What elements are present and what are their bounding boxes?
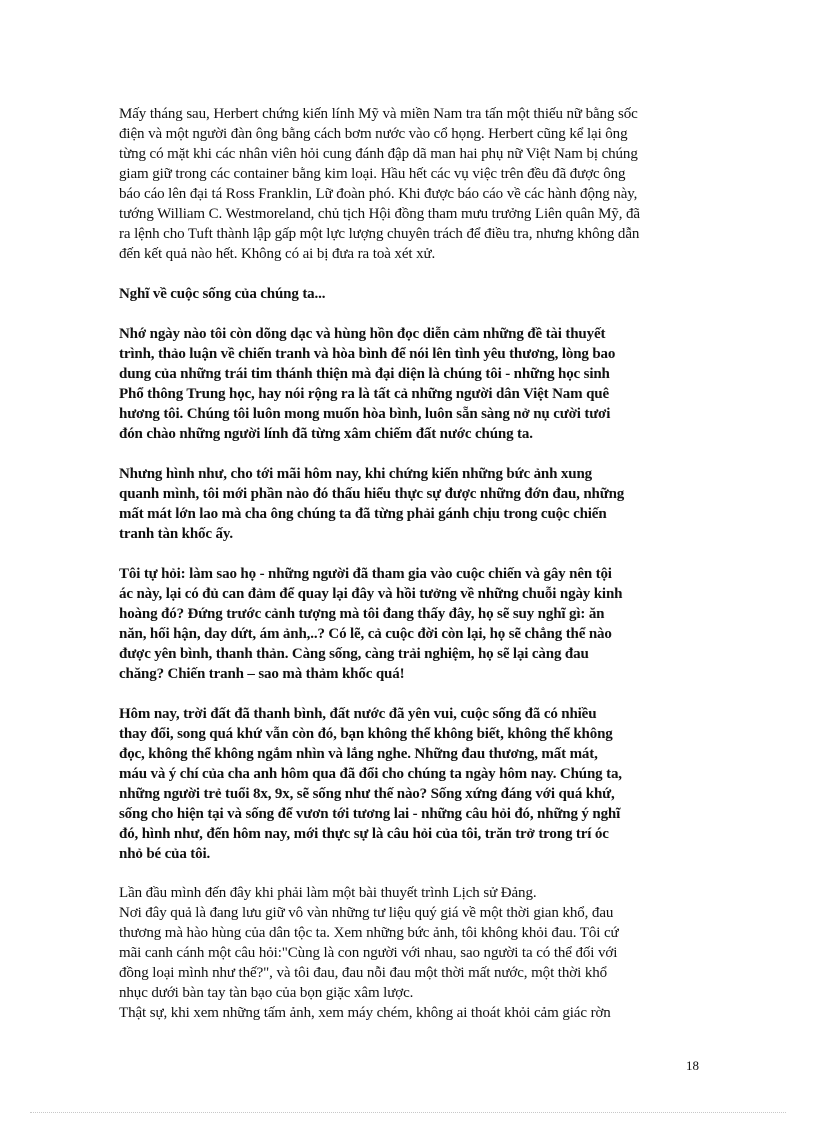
paragraph-torture-report: Mấy tháng sau, Herbert chứng kiến lính Mỹ và miền Nam tra tấn một thiếu nữ bằng sốc điện và một người đàn ông bằng cách bơm nước vào cổ họng. Herbert cũng kể lại ông từng có mặt khi các nhân viên hỏi cung đánh đập dã man hai phụ nữ Việt Nam bị chúng giam giữ trong các container bằng kim loại. Hầu hết các vụ việc trên đều đã được ông báo cáo lên đại tá Ross Franklin, Lữ đoàn phó. Khi được báo cáo về các hành động này, tướng William C. Westmoreland, chủ tịch Hội đồng tham mưu trưởng Liên quân Mỹ, đã ra lệnh cho Tuft thành lập gấp một lực lượng chuyên trách để điều tra, nhưng không dẫn đến kết quả nào hết. Không có ai bị đưa ra toà xét xử. (119, 106, 640, 262)
paragraph-spacer (119, 264, 699, 284)
paragraph-self-question: Tôi tự hỏi: làm sao họ - những người đã tham gia vào cuộc chiến và gây nên tội ác này, lại có đủ can đảm để quay lại đây và hồi tưởng về những chuỗi ngày kinh hoàng đó? Đứng trước cảnh tượng mà tôi đang thấy đây, họ sẽ suy nghĩ gì: ăn năn, hối hận, day dứt, ám ảnh,..? Có lẽ, cả cuộc đời còn lại, họ sẽ chẳng thể nào được yên bình, thanh thản. Càng sống, càng trải nghiệm, họ sẽ lại càng đau chăng? Chiến tranh – sao mà thảm khốc quá! (119, 566, 623, 682)
paragraph-spacer (119, 304, 699, 324)
page-number: 18 (686, 1058, 699, 1073)
paragraph-memories: Nhớ ngày nào tôi còn dõng dạc và hùng hồn đọc diễn cảm những đề tài thuyết trình, thảo luận về chiến tranh và hòa bình để nói lên tình yêu thương, lòng bao dung của những trái tim thánh thiện mà đại diện là chúng tôi - những học sinh Phổ thông Trung học, hay nói rộng ra là tất cả những người dân Việt Nam quê hương tôi. Chúng tôi luôn mong muốn hòa bình, luôn sẵn sàng nở nụ cười tươi đón chào những người lính đã từng xâm chiếm đất nước chúng ta. (119, 326, 616, 442)
paragraph-today: Hôm nay, trời đất đã thanh bình, đất nước đã yên vui, cuộc sống đã có nhiều thay đổi, song quá khứ vẫn còn đó, bạn không thể không biết, không thể không đọc, không thể không ngắm nhìn và lắng nghe. Những đau thương, mất mát, máu và ý chí của cha anh hôm qua đã đổi cho chúng ta ngày hôm nay. Chúng ta, những người trẻ tuổi 8x, 9x, sẽ sống như thế nào? Sống xứng đáng với quá khứ, sống cho hiện tại và sống để vươn tới tương lai - những câu hỏi đó, những ý nghĩ đó, hình như, đến hôm nay, mới thực sự là câu hỏi của tôi, trăn trở trong trí óc nhỏ bé của tôi. (119, 706, 622, 862)
page-bottom-divider (30, 1112, 786, 1113)
page-body (119, 104, 699, 1023)
paragraph-spacer (119, 864, 699, 883)
paragraph-first-visit: Lần đầu mình đến đây khi phải làm một bài thuyết trình Lịch sử Đảng. Nơi đây quả là đang lưu giữ vô vàn những tư liệu quý giá về một thời gian khổ, đau thương mà hào hùng của dân tộc ta. Xem những bức ảnh, tôi không khỏi đau. Tôi cứ mãi canh cánh một câu hỏi:"Cùng là con người với nhau, sao người ta có thể đối với đồng loại mình như thế?", và tôi đau, đau nỗi đau một thời mất nước, một thời khổ nhục dưới bàn tay tàn bạo của bọn giặc xâm lược. Thật sự, khi xem những tấm ảnh, xem máy chém, không ai thoát khỏi cảm giác rờn (119, 885, 619, 1021)
paragraph-spacer (119, 444, 699, 464)
paragraph-spacer (119, 544, 699, 564)
section-heading: Nghĩ về cuộc sống của chúng ta... (119, 286, 326, 302)
paragraph-spacer (119, 684, 699, 704)
paragraph-understanding: Nhưng hình như, cho tới mãi hôm nay, khi chứng kiến những bức ảnh xung quanh mình, tôi mới phần nào đó thấu hiểu thực sự được những đớn đau, những mất mát lớn lao mà cha ông chúng ta đã từng phải gánh chịu trong cuộc chiến tranh tàn khốc ấy. (119, 466, 625, 542)
